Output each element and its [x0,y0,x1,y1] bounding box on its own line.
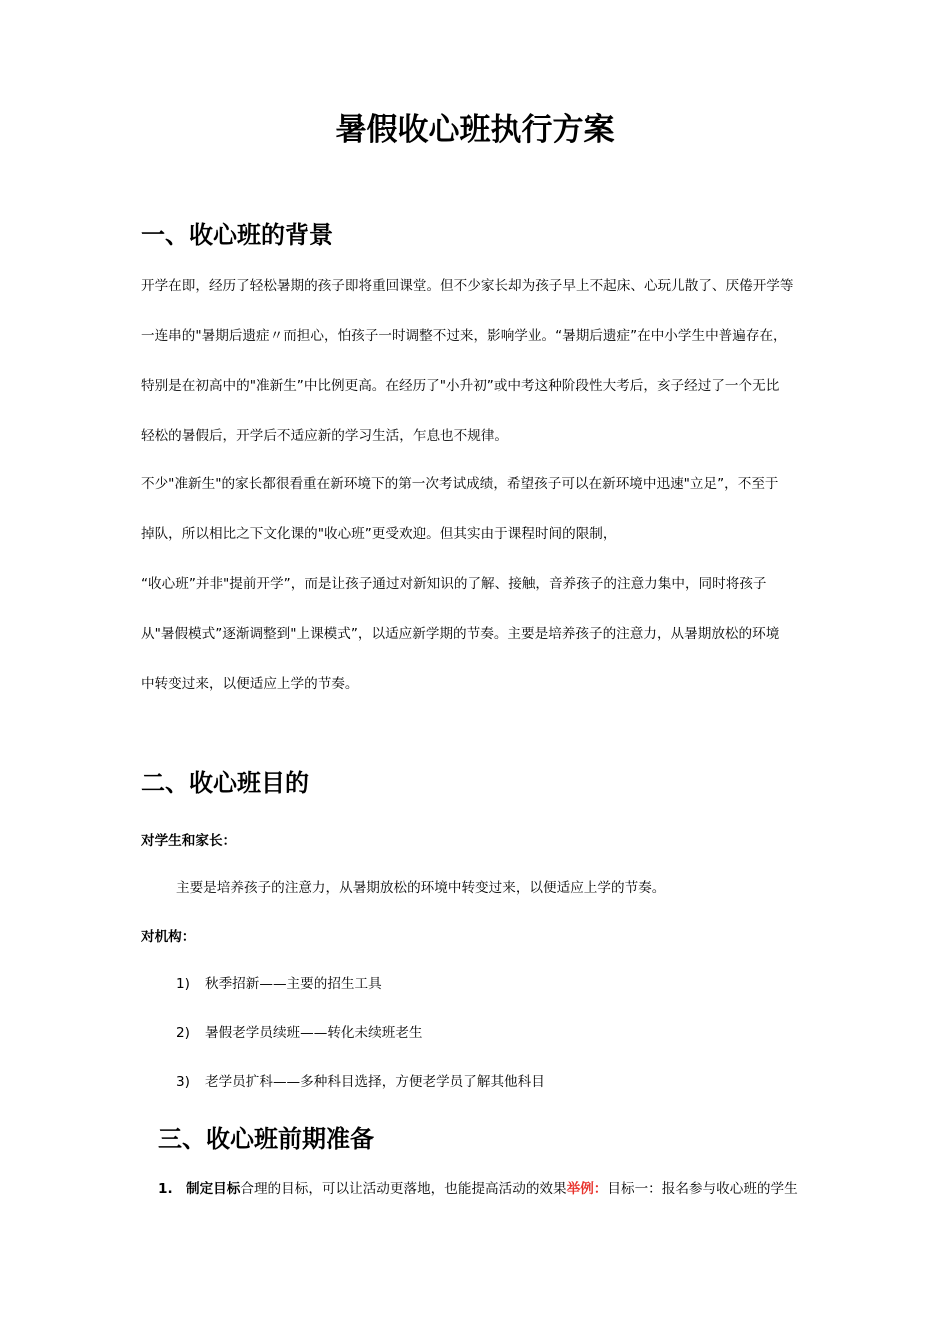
list-item-text: 暑假老学员续班——转化未续班老生 [205,1025,423,1041]
list-item [176,1072,545,1092]
document-title: 暑假收心班执行方案 [335,112,615,148]
step-number: 1. [158,1181,173,1197]
step-title: 制定目标 [186,1181,241,1197]
paragraph-line: 开学在即，经历了轻松暑期的孩子即将重回课堂。但不少家长却为孩子早上不起床、心玩儿散了、厌倦开学等 [141,278,794,294]
step-text: 合理的目标，可以让活动更落地，也能提高活动的效果 [240,1181,567,1197]
paragraph-line: 从"暑假模式”逐渐调整到"上课模式”，以适应新学期的节奏。主要是培养孩子的注意力，从暑期放松的环境 [141,626,780,642]
label-organization: 对机构： [141,929,196,945]
list-item-number: 3) [176,1074,190,1090]
background-paragraph-3 [141,559,811,709]
list-item [176,1023,423,1043]
step-item [158,1179,798,1199]
label-students-parents: 对学生和家长： [141,833,237,849]
paragraph-line: 中转变过来，以便适应上学的节奏。 [141,676,359,692]
paragraph-line: 特别是在初高中的"准新生”中比例更高。在经历了"小升初”或中考这种阶段性大考后，亥子经过了一个无比 [141,378,780,394]
paragraph-line: 掉队，所以相比之下文化课的"收心班”更受欢迎。但其实由于课程时间的限制， [141,526,617,542]
section-heading-purpose: 二、收心班目的 [141,769,309,797]
paragraph-line: “收心班”并非"提前开学”，而是让孩子通过对新知识的了解、接触，音养孩子的注意力集中，同时将孩子 [141,576,767,592]
example-label: 举例： [566,1181,608,1197]
step-rest-text: 目标一：报名参与收心班的学生 [607,1181,798,1197]
section-heading-background: 一、收心班的背景 [141,221,333,249]
paragraph-line: 一连串的"暑期后遗症〃而担心，怕孩子一时调整不过来，影响学业。“暑期后遗症”在中小学生中普遍存在， [141,328,787,344]
paragraph-line: 不少"准新生"的家长都很看重在新环境下的第一次考试成绩，希望孩子可以在新环境中迅速"立足”，不至于 [141,476,779,492]
list-item-text: 老学员扩科——多种科目选择，方便老学员了解其他科目 [205,1074,545,1090]
section-heading-preparation: 三、收心班前期准备 [158,1125,374,1153]
list-item-text: 秋季招新——主要的招生工具 [205,976,382,992]
background-paragraph-1 [141,261,811,461]
list-item [176,974,382,994]
background-paragraph-2 [141,459,811,559]
paragraph-line: 轻松的暑假后，开学后不适应新的学习生活，乍息也不规律。 [141,428,509,444]
list-item-number: 1) [176,976,190,992]
students-purpose-text: 主要是培养孩子的注意力，从暑期放松的环境中转变过来，以便适应上学的节奏。 [176,880,666,896]
list-item-number: 2) [176,1025,190,1041]
